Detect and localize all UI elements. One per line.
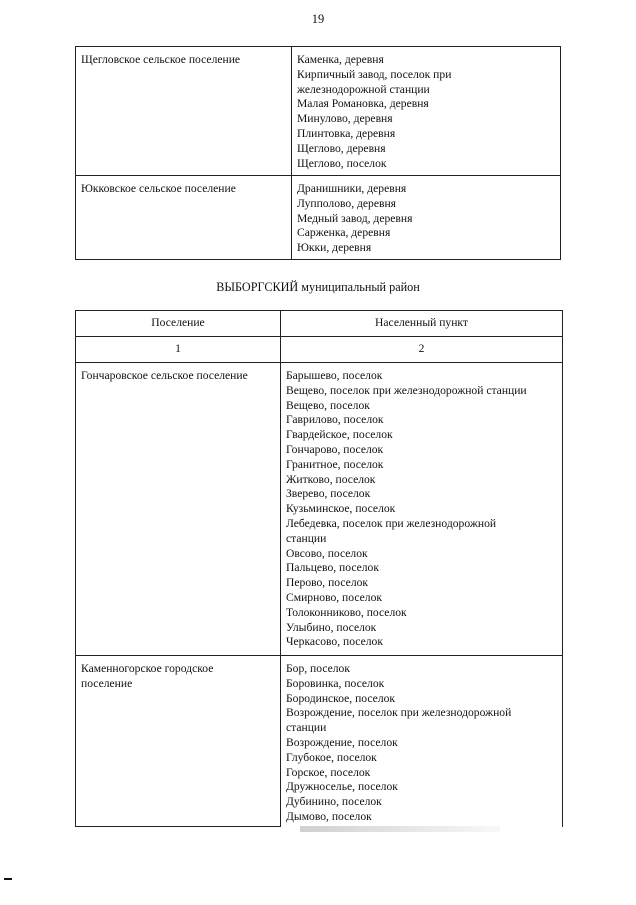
column-number-row: [76, 337, 563, 363]
place-item: Смирново, поселок: [286, 590, 382, 604]
table-row: [76, 363, 563, 656]
column-header-place: Населенный пункт: [281, 311, 563, 337]
place-item: Зверево, поселок: [286, 487, 371, 501]
place-item: Щеглово, деревня: [297, 141, 386, 155]
place-item: Вещево, поселок при железнодорожной станции: [286, 383, 527, 397]
place-item: Кирпичный завод, поселок при железнодорожной станции: [297, 67, 452, 96]
place-item: Бор, поселок: [286, 662, 350, 675]
place-item: Возрождение, поселок: [286, 735, 398, 749]
settlement-name: Юкковское сельское поселение: [81, 182, 236, 195]
place-item: Дранишники, деревня: [297, 182, 407, 195]
place-item: Горское, поселок: [286, 765, 371, 779]
settlement-name: Гончаровское сельское поселение: [81, 369, 248, 382]
table-row: [76, 47, 561, 176]
column-header-settlement: Поселение: [76, 311, 281, 337]
place-item: Медный завод, деревня: [297, 211, 413, 225]
place-item: Боровинка, поселок: [286, 676, 385, 690]
place-item: Гончарово, поселок: [286, 442, 384, 456]
place-item: Юкки, деревня: [297, 241, 372, 255]
place-item: Минулово, деревня: [297, 112, 393, 126]
place-item: Дымово, поселок: [286, 809, 372, 823]
place-item: Житково, поселок: [286, 472, 376, 486]
column-number: 2: [281, 337, 563, 363]
place-item: Пальцево, поселок: [286, 561, 379, 575]
place-item: Дружноселье, поселок: [286, 780, 398, 794]
places-cell: [281, 363, 563, 656]
place-item: Гвардейское, поселок: [286, 428, 393, 442]
table-row: [76, 176, 561, 260]
place-item: Кузьминское, поселок: [286, 502, 396, 516]
section-heading: ВЫБОРГСКИЙ муниципальный район: [216, 280, 420, 294]
place-item: Бородинское, поселок: [286, 691, 396, 705]
settlement-cell: [76, 176, 292, 260]
place-item: Гранитное, поселок: [286, 457, 384, 471]
margin-mark: [4, 878, 12, 880]
place-item: Вещево, поселок: [286, 398, 370, 412]
settlements-table-continued: [75, 46, 561, 260]
settlement-cell: [76, 47, 292, 176]
place-item: Сарженка, деревня: [297, 226, 391, 240]
place-item: Лупполово, деревня: [297, 196, 396, 210]
place-item: Дубинино, поселок: [286, 795, 382, 809]
place-item: Улыбино, поселок: [286, 620, 377, 634]
cut-off-text-fragment: [300, 826, 500, 832]
place-item: Гаврилово, поселок: [286, 413, 384, 427]
place-item: Барышево, поселок: [286, 369, 383, 382]
place-item: Щеглово, поселок: [297, 156, 387, 170]
place-item: Черкасово, поселок: [286, 635, 383, 649]
settlement-name: Каменногорское городское поселение: [81, 662, 214, 690]
place-item: Перово, поселок: [286, 576, 369, 590]
place-item: Лебедевка, поселок при железнодорожной станции: [286, 516, 497, 545]
settlement-cell: [76, 656, 281, 827]
places-cell: [292, 176, 561, 260]
places-cell: [281, 656, 563, 827]
table-header-row: [76, 311, 563, 337]
place-item: Каменка, деревня: [297, 53, 384, 66]
place-item: Глубокое, поселок: [286, 750, 377, 764]
place-item: Толоконниково, поселок: [286, 605, 407, 619]
settlements-table: [75, 310, 563, 827]
place-item: Возрождение, поселок при железнодорожной станции: [286, 706, 512, 735]
places-cell: [292, 47, 561, 176]
place-item: Плинтовка, деревня: [297, 126, 396, 140]
settlement-name: Щегловское сельское поселение: [81, 53, 241, 66]
column-number: 1: [76, 337, 281, 363]
place-item: Малая Романовка, деревня: [297, 97, 429, 111]
place-item: Овсово, поселок: [286, 546, 368, 560]
settlement-cell: [76, 363, 281, 656]
table-row: [76, 656, 563, 827]
page-number: 19: [311, 12, 325, 26]
